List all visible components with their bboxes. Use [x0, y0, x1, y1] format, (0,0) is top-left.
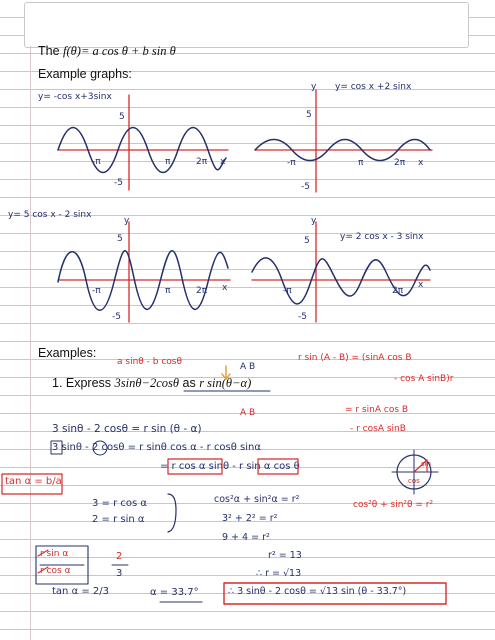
equation-rsin: 2 = r sin α [92, 514, 145, 525]
graph1-xmid: π [165, 157, 171, 167]
work-line2: 3 sinθ - 2 cosθ = r sinθ cos α - r cosθ sinα [52, 442, 261, 453]
fraction-value-bottom: 3 [116, 568, 123, 579]
example1-target: r sin(θ−α) [199, 376, 252, 390]
tan-formula: tan α = b/a [5, 476, 62, 487]
box-tan [2, 474, 62, 494]
graph2-xleft: -π [287, 158, 296, 168]
graph2-xaxis: x [418, 158, 424, 168]
graph2-ymin: -5 [301, 182, 310, 192]
graph3-ymax: 5 [117, 234, 123, 244]
equation-rcos: 3 = r cos α [92, 498, 147, 509]
graph3-xleft: -π [92, 286, 101, 296]
identity-squares: cos²θ + sin²θ = r² [353, 500, 434, 510]
identity-line2: - cos A sinB)r [394, 374, 454, 384]
example1-prefix: 1. Express [52, 376, 112, 390]
fraction-value-top: 2 [116, 551, 123, 562]
graph1-ymax: 5 [119, 112, 125, 122]
squares-line3: 9 + 4 = r² [222, 532, 270, 543]
graph2-label: y= cos x +2 sinx [335, 82, 412, 92]
graph4-ymax: 5 [304, 236, 310, 246]
graph1-ymin: -5 [114, 178, 123, 188]
box-rcosalpha [168, 459, 222, 474]
squares-line5: ∴ r = √13 [256, 568, 302, 579]
identity-line1: r sin (A - B) = (sinA cos B [298, 353, 412, 363]
graph2-ymax: 5 [306, 110, 312, 120]
graph3-label: y= 5 cos x - 2 sinx [8, 210, 92, 220]
graph1-xleft: -π [92, 157, 101, 167]
graph3-xmid: π [165, 286, 171, 296]
note-ab: A B [240, 362, 256, 372]
graph1-xright: 2π [196, 157, 208, 167]
circle-sin-label: sin [421, 460, 432, 468]
graph1-label: y= -cos x+3sinx [38, 92, 112, 102]
examples-heading: Examples: [38, 346, 97, 360]
graph4-ymin: -5 [298, 312, 307, 322]
graph4-curve [252, 258, 430, 304]
equations-bracket [168, 494, 176, 532]
box-final-answer [224, 583, 446, 604]
graph3-xaxis: x [222, 283, 228, 293]
tan-alpha-line: tan α = 2/3 [52, 586, 109, 597]
title-prefix: The [38, 44, 60, 58]
box-rsinalpha [258, 459, 298, 474]
fraction-bottom: r cos α [40, 566, 71, 576]
unit-circle-diagram [392, 450, 438, 494]
graph1-xaxis: x [220, 157, 226, 167]
arrow-down [222, 366, 230, 379]
identity-r2: - r cosA sinB [350, 424, 406, 434]
work-line3: = r cos α sinθ - r sin α cos θ [160, 461, 300, 472]
strike-r-bottom [38, 567, 48, 573]
graph3-yaxis: y [124, 216, 130, 226]
circle-2 [93, 441, 107, 455]
fraction-top: r sin α [40, 549, 69, 559]
circle-cos-label: cos [408, 477, 420, 485]
strike-r-top [38, 550, 48, 556]
graph4-xaxis: x [418, 280, 424, 290]
graph4-yaxis: y [311, 216, 317, 226]
graph4-xleft: -π [283, 286, 292, 296]
work-line1: 3 sinθ - 2 cosθ = r sin (θ - α) [52, 423, 202, 435]
squares-line4: r² = 13 [268, 550, 302, 561]
note-asin-bcos: a sinθ - b cosθ [117, 357, 182, 367]
alpha-value: α = 33.7° [150, 587, 199, 598]
small-ab: A B [240, 408, 256, 418]
graph4-xright: 2π [392, 286, 404, 296]
squares-line1: cos²α + sin²α = r² [214, 494, 300, 505]
graph4-label: y= 2 cos x - 3 sinx [340, 232, 424, 242]
squares-line2: 3² + 2² = r² [222, 513, 278, 524]
example-graphs-heading: Example graphs: [38, 67, 132, 81]
graph2-yaxis: y [311, 82, 317, 92]
identity-r1: = r sinA cos B [345, 405, 409, 415]
graph2-xright: 2π [394, 158, 406, 168]
final-answer: ∴ 3 sinθ - 2 cosθ = √13 sin (θ - 33.7°) [228, 586, 407, 597]
title-formula: f(θ)= a cos θ + b sin θ [63, 44, 176, 58]
graph3-xright: 2π [196, 286, 208, 296]
example1-as: as [182, 376, 196, 390]
graph3-ymin: -5 [112, 312, 121, 322]
box-3 [51, 441, 62, 454]
graph2-xmid: π [358, 158, 364, 168]
example1-expr: 3sinθ−2cosθ [114, 376, 180, 390]
